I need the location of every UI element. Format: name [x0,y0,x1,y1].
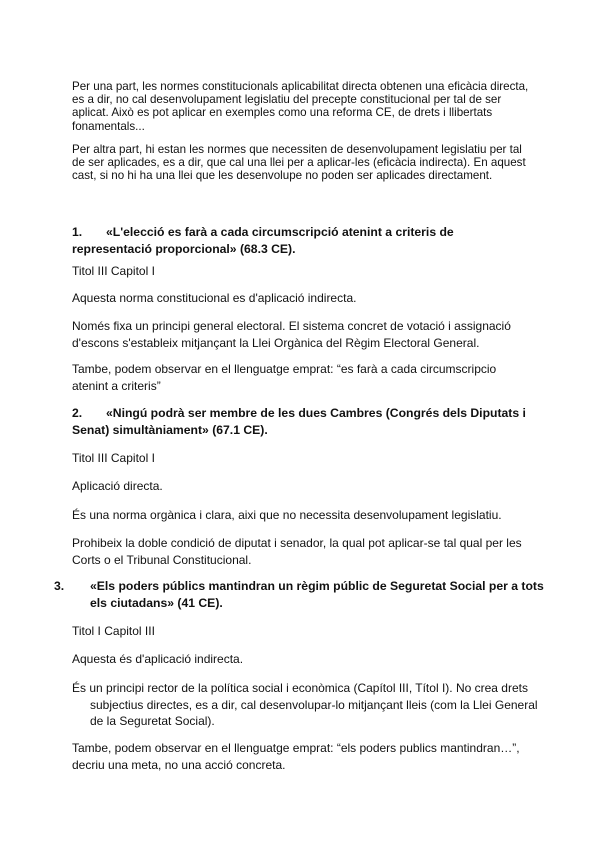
item-2-para-3: Prohibeix la doble condició de diputat i senador, la qual pot aplicar-se tal qual per les Corts o el Tribunal Constitucional. [72,536,522,567]
item-1-para-1: Aquesta norma constitucional es d'aplicació indirecta. [72,291,357,305]
item-3-para-1: Aquesta és d'aplicació indirecta. [72,652,244,666]
item-3-location: Titol I Capitol III [72,624,155,638]
intro-paragraph-1: Per una part, les normes constitucionals aplicabilitat directa obtenen una eficàcia directa, es a dir, no cal desenvolupament legislatiu del precepte constitucional per tal de ser aplicat. Això es pot aplicar en exemples como una reforma CE, de drets i llibertats fonamentals... [72,80,529,133]
item-1-number: 1. [72,225,83,239]
item-1-heading [72,224,532,258]
item-2-number: 2. [72,406,83,420]
item-1-location: Titol III Capitol I [72,264,155,278]
item-3-heading-text: «Els poders públics mantindran un règim públic de Seguretat Social per a tots els ciutadans» (41 CE). [90,579,544,610]
intro-paragraph-2: Per altra part, hi estan les normes que necessiten de desenvolupament legislatiu per tal de ser aplicades, es a dir, que cal una llei per a aplicar-les (eficàcia indirecta). En aquest cast, si no hi ha una llei que les desenvolupe no poden ser aplicades directament. [72,143,526,183]
item-2-para-2: És una norma orgànica i clara, aixi que no necessita desenvolupament legislatiu. [72,508,502,522]
item-3-heading [54,578,550,612]
item-2-heading-text: «Ningú podrà ser membre de les dues Cambres (Congrés dels Diputats i Senat) simultàniament» (67.1 CE). [72,406,526,437]
item-1-para-3: Tambe, podem observar en el llenguatge emprat: “es farà a cada circumscripcio atenint a criteris” [72,362,497,393]
item-3-para-2: És un principi rector de la política social i econòmica (Capítol III, Títol I). No crea drets subjectius directes, es a dir, cal desenvolupar-lo mitjançant lleis (com la Llei General de la Seguretat Social). [72,681,538,728]
item-2-location: Titol III Capitol I [72,451,155,465]
item-3-para-3: Tambe, podem observar en el llenguatge emprat: “els poders publics mantindran…”, decriu una meta, no una acció concreta. [72,741,520,772]
item-3-number: 3. [54,579,65,593]
item-1-para-2: Només fixa un principi general electoral. El sistema concret de votació i assignació d'escons s'estableix mitjançant la Llei Orgànica del Règim Electoral General. [72,319,511,350]
item-2-heading [72,405,532,439]
item-1-heading-text: «L'elecció es farà a cada circumscripció atenint a criteris de representació proporcional» (68.3 CE). [72,225,454,256]
item-2-para-1: Aplicació directa. [72,479,163,493]
